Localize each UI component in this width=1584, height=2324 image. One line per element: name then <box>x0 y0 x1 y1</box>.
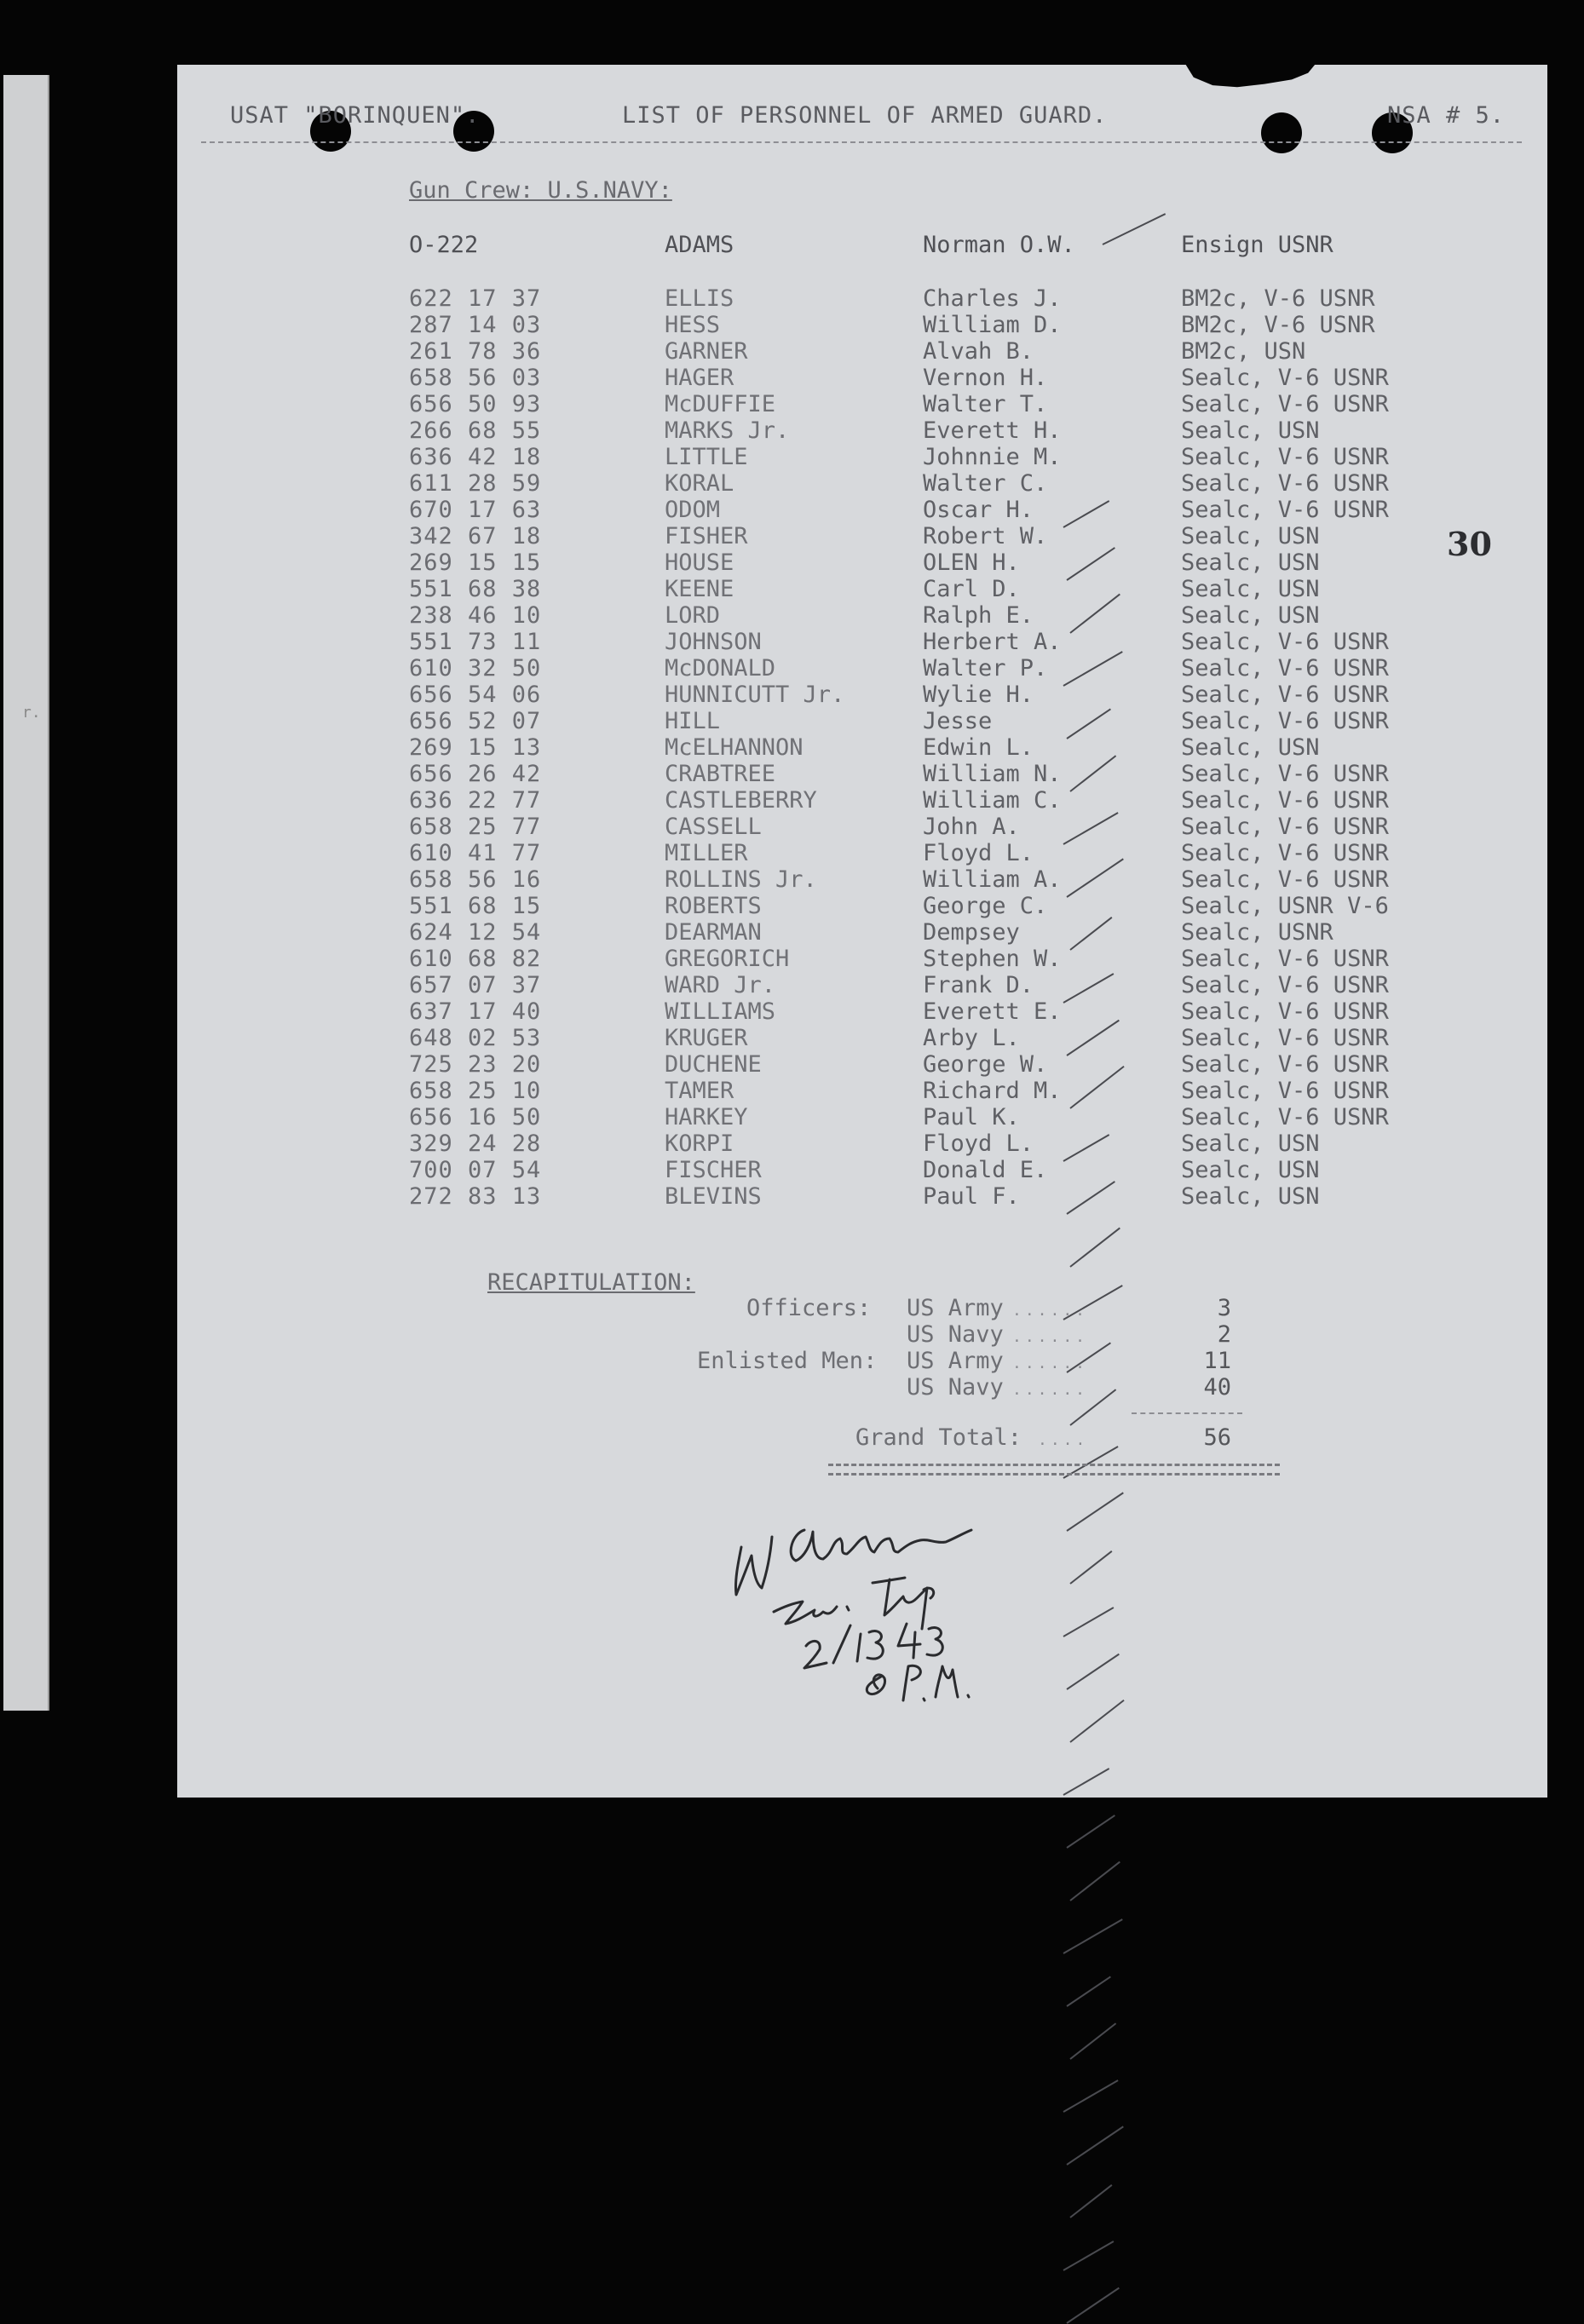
crew-last-name: McELHANNON <box>665 734 804 761</box>
crew-last-name: FISHER <box>665 523 748 549</box>
crew-last-name: McDONALD <box>665 655 776 682</box>
crew-last-name: LORD <box>665 602 721 629</box>
crew-row <box>177 655 1547 682</box>
crew-row <box>177 1183 1547 1210</box>
crew-service-number: 610 41 77 <box>409 840 542 866</box>
adjacent-page-edge <box>3 75 49 1711</box>
crew-last-name: JOHNSON <box>665 629 762 655</box>
crew-last-name: CASTLEBERRY <box>665 787 817 814</box>
crew-last-name: WARD Jr. <box>665 972 776 998</box>
crew-rating: Sealc, V-6 USNR <box>1181 787 1389 814</box>
crew-rating: Sealc, V-6 USNR <box>1181 1051 1389 1078</box>
header-ship: USAT "BORINQUEN". <box>230 102 481 129</box>
crew-rating: Sealc, V-6 USNR <box>1181 708 1389 734</box>
crew-first-name: Walter C. <box>923 470 1048 497</box>
crew-last-name: McDUFFIE <box>665 391 776 417</box>
crew-row <box>177 682 1547 708</box>
recap-officers-label: Officers: <box>746 1295 872 1321</box>
crew-row <box>177 761 1547 787</box>
crew-rating: Sealc, USN <box>1181 1130 1320 1157</box>
crew-last-name: HUNNICUTT Jr. <box>665 682 845 708</box>
crew-service-number: 725 23 20 <box>409 1051 542 1078</box>
crew-last-name: ROLLINS Jr. <box>665 866 817 893</box>
crew-rating: Sealc, V-6 USNR <box>1181 972 1389 998</box>
crew-service-number: 658 25 10 <box>409 1078 542 1104</box>
crew-first-name: George C. <box>923 893 1048 919</box>
crew-row <box>177 285 1547 312</box>
crew-service-number: 622 17 37 <box>409 285 542 312</box>
check-mark <box>1066 1815 1115 1849</box>
section-title: Gun Crew: U.S.NAVY: <box>409 177 672 204</box>
crew-last-name: DUCHENE <box>665 1051 762 1078</box>
crew-first-name: Walter T. <box>923 391 1048 417</box>
crew-service-number: 656 50 93 <box>409 391 542 417</box>
recap-enlisted-army-value: 11 <box>1203 1348 1231 1374</box>
crew-row <box>177 972 1547 998</box>
officer-first-name: Norman O.W. <box>923 232 1075 258</box>
crew-rating: Sealc, V-6 USNR <box>1181 1104 1389 1130</box>
crew-service-number: 551 68 38 <box>409 576 542 602</box>
crew-row <box>177 576 1547 602</box>
crew-row <box>177 946 1547 972</box>
grand-total-double-rule <box>828 1464 1280 1476</box>
header-title: LIST OF PERSONNEL OF ARMED GUARD. <box>622 102 1108 129</box>
crew-row <box>177 1051 1547 1078</box>
crew-service-number: 656 26 42 <box>409 761 542 787</box>
crew-service-number: 700 07 54 <box>409 1157 542 1183</box>
recap-dots: ...... <box>1012 1355 1089 1372</box>
crew-row <box>177 919 1547 946</box>
crew-rating: Sealc, V-6 USNR <box>1181 946 1389 972</box>
crew-service-number: 342 67 18 <box>409 523 542 549</box>
crew-service-number: 656 54 06 <box>409 682 542 708</box>
crew-first-name: William C. <box>923 787 1062 814</box>
crew-first-name: William N. <box>923 761 1062 787</box>
grand-total-dots: .... <box>1038 1431 1089 1449</box>
grand-total-label: Grand Total: <box>855 1424 1022 1451</box>
page-number: 30 <box>1447 525 1492 563</box>
crew-first-name: Edwin L. <box>923 734 1034 761</box>
crew-row <box>177 338 1547 365</box>
crew-service-number: 610 68 82 <box>409 946 542 972</box>
crew-service-number: 648 02 53 <box>409 1025 542 1051</box>
crew-last-name: CRABTREE <box>665 761 776 787</box>
crew-rating: Sealc, V-6 USNR <box>1181 655 1389 682</box>
crew-first-name: OLEN H. <box>923 549 1020 576</box>
crew-first-name: Floyd L. <box>923 1130 1034 1157</box>
crew-first-name: Dempsey <box>923 919 1020 946</box>
crew-rating: Sealc, V-6 USNR <box>1181 761 1389 787</box>
check-mark <box>1103 213 1166 245</box>
crew-service-number: 551 73 11 <box>409 629 542 655</box>
check-mark <box>1066 1492 1123 1531</box>
crew-last-name: ODOM <box>665 497 721 523</box>
crew-first-name: Johnnie M. <box>923 444 1062 470</box>
crew-row <box>177 497 1547 523</box>
crew-first-name: Arby L. <box>923 1025 1020 1051</box>
crew-rating: Sealc, USN <box>1181 576 1320 602</box>
check-mark <box>1069 1700 1124 1743</box>
check-mark <box>1063 1918 1123 1954</box>
crew-row <box>177 787 1547 814</box>
crew-first-name: Everett E. <box>923 998 1062 1025</box>
crew-first-name: Vernon H. <box>923 365 1048 391</box>
crew-rating: Sealc, V-6 USNR <box>1181 629 1389 655</box>
crew-row <box>177 365 1547 391</box>
crew-service-number: 656 52 07 <box>409 708 542 734</box>
crew-last-name: KORPI <box>665 1130 734 1157</box>
crew-first-name: Oscar H. <box>923 497 1034 523</box>
crew-first-name: Floyd L. <box>923 840 1034 866</box>
crew-last-name: BLEVINS <box>665 1183 762 1210</box>
crew-row <box>177 391 1547 417</box>
crew-row <box>177 602 1547 629</box>
crew-first-name: Carl D. <box>923 576 1020 602</box>
check-mark <box>1063 2080 1119 2113</box>
crew-service-number: 636 22 77 <box>409 787 542 814</box>
crew-last-name: ROBERTS <box>665 893 762 919</box>
crew-first-name: William A. <box>923 866 1062 893</box>
crew-rating: BM2c, V-6 USNR <box>1181 285 1375 312</box>
recap-dots: ...... <box>1012 1302 1089 1320</box>
crew-service-number: 658 56 16 <box>409 866 542 893</box>
crew-service-number: 658 56 03 <box>409 365 542 391</box>
crew-service-number: 266 68 55 <box>409 417 542 444</box>
check-mark <box>1066 1976 1111 2007</box>
crew-first-name: Walter P. <box>923 655 1048 682</box>
crew-last-name: CASSELL <box>665 814 762 840</box>
crew-rating: Sealc, V-6 USNR <box>1181 444 1389 470</box>
crew-last-name: FISCHER <box>665 1157 762 1183</box>
crew-row <box>177 444 1547 470</box>
officer-last-name: ADAMS <box>665 232 734 258</box>
crew-service-number: 269 15 15 <box>409 549 542 576</box>
crew-first-name: Stephen W. <box>923 946 1062 972</box>
crew-last-name: ELLIS <box>665 285 734 312</box>
crew-last-name: DEARMAN <box>665 919 762 946</box>
crew-last-name: GREGORICH <box>665 946 790 972</box>
crew-last-name: KRUGER <box>665 1025 748 1051</box>
check-mark <box>1063 1607 1115 1637</box>
crew-first-name: Robert W. <box>923 523 1048 549</box>
recap-title: RECAPITULATION: <box>487 1269 695 1296</box>
crew-service-number: 637 17 40 <box>409 998 542 1025</box>
header-rule <box>201 141 1522 143</box>
crew-rating: Sealc, USNR <box>1181 919 1333 946</box>
crew-first-name: John A. <box>923 814 1020 840</box>
recap-dots: ...... <box>1012 1381 1089 1399</box>
crew-service-number: 272 83 13 <box>409 1183 542 1210</box>
crew-rating: Sealc, V-6 USNR <box>1181 682 1389 708</box>
recap-dots: ...... <box>1012 1328 1089 1346</box>
check-mark <box>1069 2184 1112 2218</box>
crew-row <box>177 840 1547 866</box>
crew-rating: Sealc, USN <box>1181 602 1320 629</box>
crew-row <box>177 549 1547 576</box>
crew-service-number: 658 25 77 <box>409 814 542 840</box>
crew-row <box>177 1078 1547 1104</box>
crew-rating: Sealc, USN <box>1181 1183 1320 1210</box>
crew-service-number: 269 15 13 <box>409 734 542 761</box>
crew-service-number: 624 12 54 <box>409 919 542 946</box>
document-page <box>177 65 1547 1798</box>
crew-first-name: Jesse <box>923 708 993 734</box>
crew-row <box>177 1130 1547 1157</box>
crew-last-name: KEENE <box>665 576 734 602</box>
crew-row <box>177 814 1547 840</box>
crew-first-name: William D. <box>923 312 1062 338</box>
crew-last-name: LITTLE <box>665 444 748 470</box>
crew-rating: Sealc, USN <box>1181 523 1320 549</box>
crew-first-name: Wylie H. <box>923 682 1034 708</box>
crew-row <box>177 893 1547 919</box>
crew-service-number: 287 14 03 <box>409 312 542 338</box>
crew-rating: BM2c, V-6 USNR <box>1181 312 1375 338</box>
crew-rating: Sealc, USN <box>1181 734 1320 761</box>
crew-rating: BM2c, USN <box>1181 338 1306 365</box>
crew-row <box>177 312 1547 338</box>
recap-enlisted-army: US Army <box>907 1348 1004 1374</box>
crew-first-name: Alvah B. <box>923 338 1034 365</box>
check-mark <box>1066 2126 1123 2165</box>
crew-row <box>177 708 1547 734</box>
crew-last-name: MARKS Jr. <box>665 417 790 444</box>
crew-rating: Sealc, USN <box>1181 417 1320 444</box>
crew-row <box>177 470 1547 497</box>
torn-corner <box>1183 60 1319 104</box>
crew-row <box>177 417 1547 444</box>
check-mark <box>1069 1228 1120 1268</box>
crew-service-number: 656 16 50 <box>409 1104 542 1130</box>
crew-rating: Sealc, V-6 USNR <box>1181 840 1389 866</box>
crew-rating: Sealc, V-6 USNR <box>1181 470 1389 497</box>
crew-service-number: 238 46 10 <box>409 602 542 629</box>
crew-rating: Sealc, V-6 USNR <box>1181 1078 1389 1104</box>
crew-row <box>177 523 1547 549</box>
crew-first-name: Herbert A. <box>923 629 1062 655</box>
crew-row <box>177 1025 1547 1051</box>
crew-last-name: HOUSE <box>665 549 734 576</box>
crew-first-name: Charles J. <box>923 285 1062 312</box>
crew-first-name: Paul K. <box>923 1104 1020 1130</box>
crew-last-name: KORAL <box>665 470 734 497</box>
crew-row <box>177 734 1547 761</box>
crew-last-name: HARKEY <box>665 1104 748 1130</box>
crew-rating: Sealc, V-6 USNR <box>1181 866 1389 893</box>
crew-rating: Sealc, USN <box>1181 549 1320 576</box>
recap-officers-army-value: 3 <box>1217 1295 1231 1321</box>
recap-officers-army: US Army <box>907 1295 1004 1321</box>
recap-officers-navy: US Navy <box>907 1321 1004 1348</box>
officer-number: O-222 <box>409 232 479 258</box>
crew-row <box>177 866 1547 893</box>
crew-first-name: Frank D. <box>923 972 1034 998</box>
crew-service-number: 670 17 63 <box>409 497 542 523</box>
crew-service-number: 551 68 15 <box>409 893 542 919</box>
crew-last-name: WILLIAMS <box>665 998 776 1025</box>
crew-rating: Sealc, V-6 USNR <box>1181 391 1389 417</box>
recap-enlisted-navy-value: 40 <box>1203 1374 1231 1401</box>
crew-rating: Sealc, USN <box>1181 1157 1320 1183</box>
crew-first-name: Everett H. <box>923 417 1062 444</box>
handwritten-signature <box>723 1496 1012 1717</box>
recap-officers-navy-value: 2 <box>1217 1321 1231 1348</box>
crew-rating: Sealc, V-6 USNR <box>1181 497 1389 523</box>
crew-last-name: HILL <box>665 708 721 734</box>
check-mark <box>1069 1861 1120 1901</box>
crew-rating: Sealc, V-6 USNR <box>1181 814 1389 840</box>
check-mark <box>1063 1768 1110 1796</box>
crew-last-name: GARNER <box>665 338 748 365</box>
punch-hole <box>1261 112 1302 153</box>
sum-rule <box>1132 1412 1242 1414</box>
crew-row <box>177 998 1547 1025</box>
check-mark <box>1069 1550 1112 1585</box>
crew-last-name: TAMER <box>665 1078 734 1104</box>
crew-first-name: Paul F. <box>923 1183 1020 1210</box>
crew-service-number: 657 07 37 <box>409 972 542 998</box>
crew-rating: Sealc, V-6 USNR <box>1181 998 1389 1025</box>
crew-rating: Sealc, USNR V-6 <box>1181 893 1389 919</box>
crew-row <box>177 1157 1547 1183</box>
crew-service-number: 636 42 18 <box>409 444 542 470</box>
header-ref: NSA # 5. <box>1387 102 1506 129</box>
check-mark <box>1063 2241 1115 2271</box>
officer-rating: Ensign USNR <box>1181 232 1333 258</box>
adjacent-page-text: r. <box>22 704 41 722</box>
crew-first-name: George W. <box>923 1051 1048 1078</box>
check-mark <box>1069 2022 1116 2059</box>
crew-row <box>177 629 1547 655</box>
crew-service-number: 611 28 59 <box>409 470 542 497</box>
grand-total-value: 56 <box>1203 1424 1231 1451</box>
crew-rating: Sealc, V-6 USNR <box>1181 365 1389 391</box>
crew-service-number: 261 78 36 <box>409 338 542 365</box>
crew-row <box>177 1104 1547 1130</box>
crew-first-name: Richard M. <box>923 1078 1062 1104</box>
crew-first-name: Ralph E. <box>923 602 1034 629</box>
check-mark <box>1066 1654 1119 1690</box>
check-mark <box>1066 2287 1119 2324</box>
crew-rating: Sealc, V-6 USNR <box>1181 1025 1389 1051</box>
recap-enlisted-navy: US Navy <box>907 1374 1004 1401</box>
crew-last-name: MILLER <box>665 840 748 866</box>
crew-service-number: 610 32 50 <box>409 655 542 682</box>
crew-last-name: HAGER <box>665 365 734 391</box>
recap-enlisted-label: Enlisted Men: <box>697 1348 878 1374</box>
crew-service-number: 329 24 28 <box>409 1130 542 1157</box>
crew-last-name: HESS <box>665 312 721 338</box>
crew-first-name: Donald E. <box>923 1157 1048 1183</box>
